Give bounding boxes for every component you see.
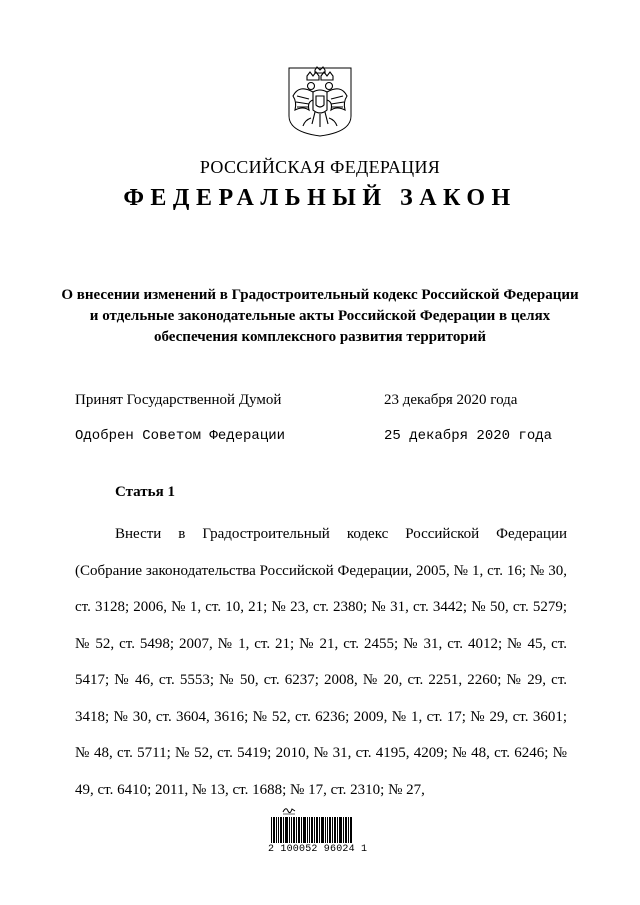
law-title: О внесении изменений в Градостроительный кодекс Российской Федерации и отдельные законодательные акты Российской Федерации в целях обеспечения комплексного развития территорий	[61, 287, 579, 345]
adopted-by-duma-label: Принят Государственной Думой	[75, 392, 282, 408]
adopted-by-duma-date: 23 декабря 2020 года	[384, 392, 518, 408]
approved-by-council-label: Одобрен Советом Федерации	[75, 428, 286, 444]
barcode-number: 2 100052 96024 1	[268, 844, 368, 855]
signature-mark-icon	[282, 805, 296, 815]
country-name: РОССИЙСКАЯ ФЕДЕРАЦИЯ	[199, 157, 441, 177]
russian-coat-of-arms-icon	[287, 66, 353, 138]
article-heading: Статья 1	[115, 484, 175, 500]
approved-by-council-date: 25 декабря 2020 года	[384, 428, 553, 444]
barcode-icon	[271, 817, 353, 843]
document-type: ФЕДЕРАЛЬНЫЙ ЗАКОН	[123, 185, 517, 211]
article-body: Внести в Градостроительный кодекс Российской Федерации (Собрание законодательства Российской Федерации, 2005, № 1, ст. 16; № 30, ст. 3128; 2006, № 1, ст. 10, 21; № 23, ст. 2380; № 31, ст. 3442; № 50, ст. 5279; № 52, ст. 5498; 2007, № 1, ст. 21; № 21, ст. 2455; № 31, ст. 4012; № 45, ст. 5417; № 46, ст. 5553; № 50, ст. 6237; 2008, № 20, ст. 2251, 2260; № 29, ст. 3418; № 30, ст. 3604, 3616; № 52, ст. 6236; 2009, № 1, ст. 17; № 29, ст. 3601; № 48, ст. 5711; № 52, ст. 5419; 2010, № 31, ст. 4195, 4209; № 48, ст. 6246; № 49, ст. 6410; 2011, № 13, ст. 1688; № 17, ст. 2310; № 27,	[75, 526, 567, 798]
